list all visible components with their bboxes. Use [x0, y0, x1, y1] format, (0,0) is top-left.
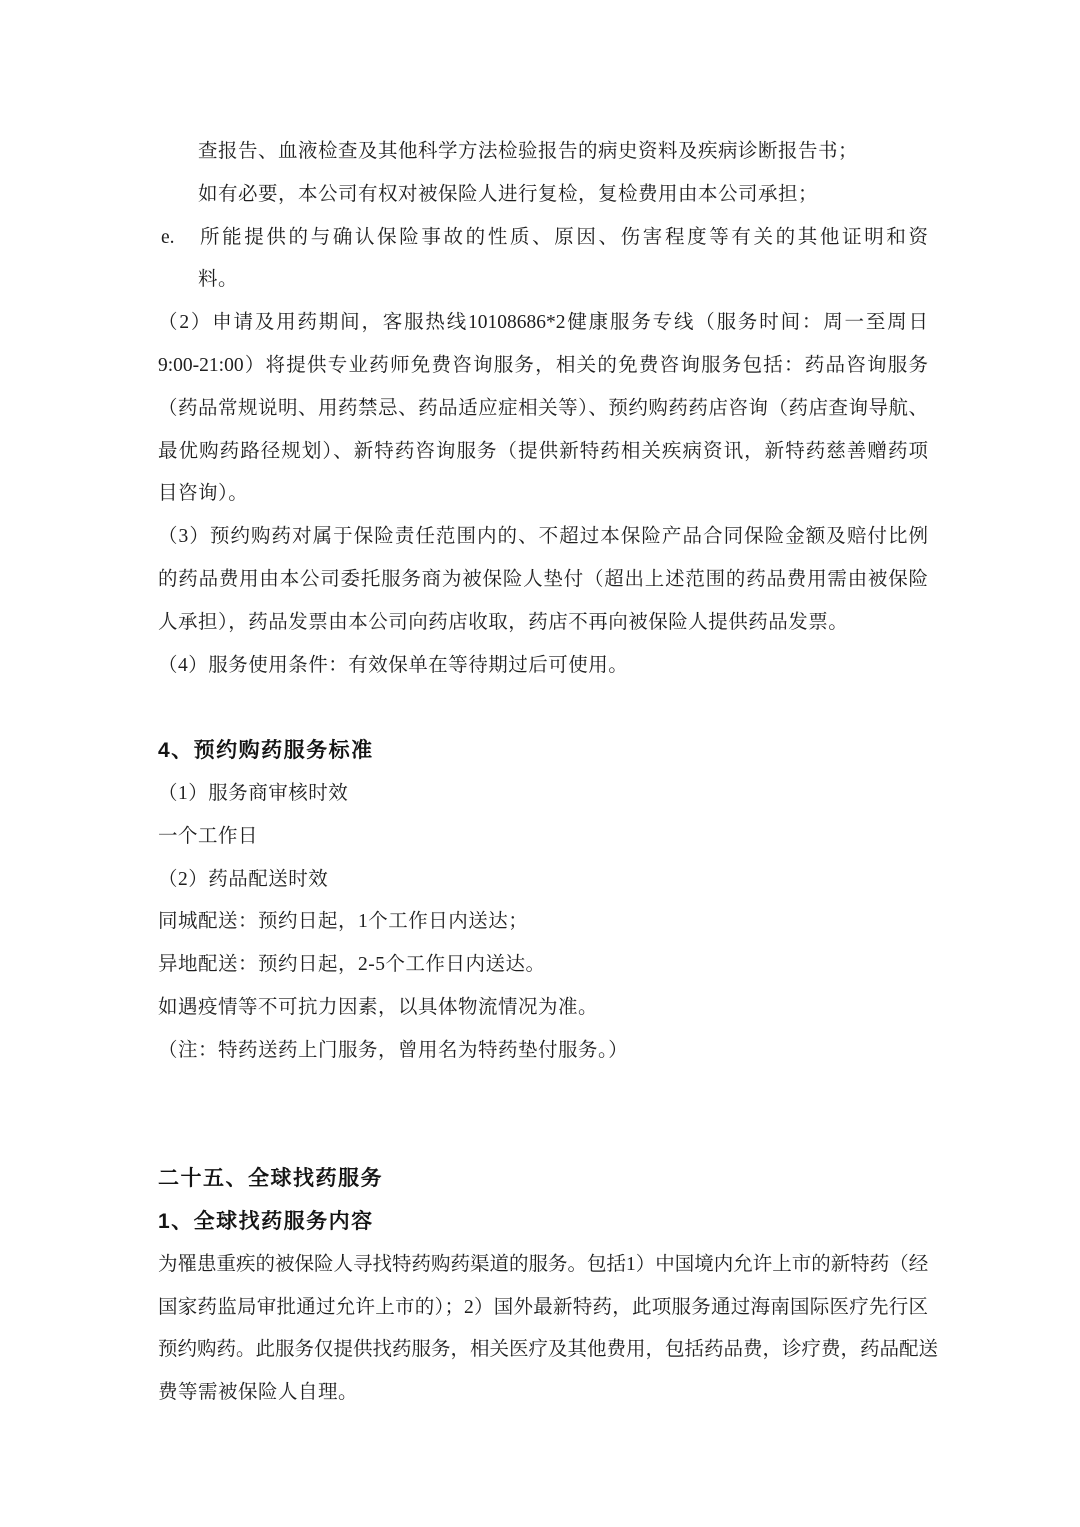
text-line	[158, 174, 928, 217]
line-text: 查报告、血液检查及其他科学方法检验报告的病史资料及疾病诊断报告书；	[198, 141, 859, 162]
line-text: 9:00-21:00）将提供专业药师免费咨询服务，相关的免费咨询服务包括：药品咨询服务	[158, 354, 928, 376]
line-text: 如有必要，本公司有权对被保险人进行复检，复检费用由本公司承担；	[198, 183, 819, 205]
blank-line	[158, 1073, 928, 1116]
line-text: 预约购药。此服务仅提供找药服务，相关医疗及其他费用，包括药品费，诊疗费，药品配送	[158, 1339, 939, 1361]
line-text: 的药品费用由本公司委托服务商为被保险人垫付（超出上述范围的药品费用需由被保险	[158, 568, 928, 590]
blank-line	[158, 1115, 928, 1158]
text-line	[158, 944, 928, 987]
text-line	[158, 388, 928, 431]
text-line	[158, 1372, 928, 1415]
blank-line	[158, 687, 928, 730]
line-text: 国家药监局审批通过允许上市的）；2）国外最新特药，此项服务通过海南国际医疗先行区	[158, 1296, 928, 1318]
line-text: 人承担），药品发票由本公司向药店收取，药店不再向被保险人提供药品发票。	[158, 611, 849, 633]
line-text: （3）预约购药对属于保险责任范围内的、不超过本保险产品合同保险金额及赔付比例	[158, 526, 928, 548]
line-text: 为罹患重疾的被保险人寻找特药购药渠道的服务。包括1）中国境内允许上市的新特药（经	[158, 1253, 929, 1275]
document-body	[158, 131, 939, 1415]
section-heading	[158, 730, 928, 773]
text-line	[158, 302, 928, 345]
text-line	[158, 559, 928, 602]
text-line	[158, 1287, 928, 1330]
line-text: （2）申请及用药期间，客服热线10108686*2健康服务专线（服务时间：周一至周日	[158, 312, 928, 334]
line-text: 二十五、全球找药服务	[158, 1167, 383, 1191]
text-line	[158, 602, 928, 645]
text-line	[158, 1030, 928, 1073]
section-heading	[158, 1201, 928, 1244]
text-line	[158, 987, 928, 1030]
text-line	[158, 816, 928, 859]
line-text: 所能提供的与确认保险事故的性质、原因、伤害程度等有关的其他证明和资	[200, 226, 928, 248]
line-text: 同城配送：预约日起，1个工作日内送达；	[158, 911, 529, 933]
text-line	[158, 859, 928, 902]
line-text: 费等需被保险人自理。	[158, 1382, 359, 1404]
line-text: （药品常规说明、用药禁忌、药品适应症相关等）、预约购药药店咨询（药店查询导航、	[158, 397, 928, 419]
line-text: 料。	[198, 269, 239, 291]
line-text: （注：特药送药上门服务，曾用名为特药垫付服务。）	[158, 1039, 629, 1061]
line-text: 最优购药路径规划）、新特药咨询服务（提供新特药相关疾病资讯，新特药慈善赠药项	[158, 440, 928, 462]
text-line	[158, 1329, 939, 1372]
line-text: 4、预约购药服务标准	[158, 739, 374, 763]
text-line	[158, 516, 928, 559]
line-text: 一个工作日	[158, 825, 259, 847]
text-line	[158, 217, 928, 260]
line-text: 目咨询）。	[158, 483, 249, 505]
line-text: （2）药品配送时效	[158, 868, 329, 890]
text-line	[158, 345, 928, 388]
line-text: 1、全球找药服务内容	[158, 1209, 374, 1233]
text-line	[158, 901, 928, 944]
list-item-marker: e.	[161, 226, 175, 248]
line-text: （4）服务使用条件：有效保单在等待期过后可使用。	[158, 654, 629, 676]
text-line	[158, 1244, 928, 1287]
text-line	[158, 131, 928, 174]
line-text: 异地配送：预约日起，2-5个工作日内送达。	[158, 954, 546, 976]
line-text: 如遇疫情等不可抗力因素，以具体物流情况为准。	[158, 996, 599, 1018]
text-line	[158, 259, 928, 302]
text-line	[158, 645, 928, 688]
line-text: （1）服务商审核时效	[158, 782, 349, 804]
text-line	[158, 431, 928, 474]
text-line	[158, 773, 928, 816]
text-line	[158, 473, 928, 516]
section-heading	[158, 1158, 928, 1201]
